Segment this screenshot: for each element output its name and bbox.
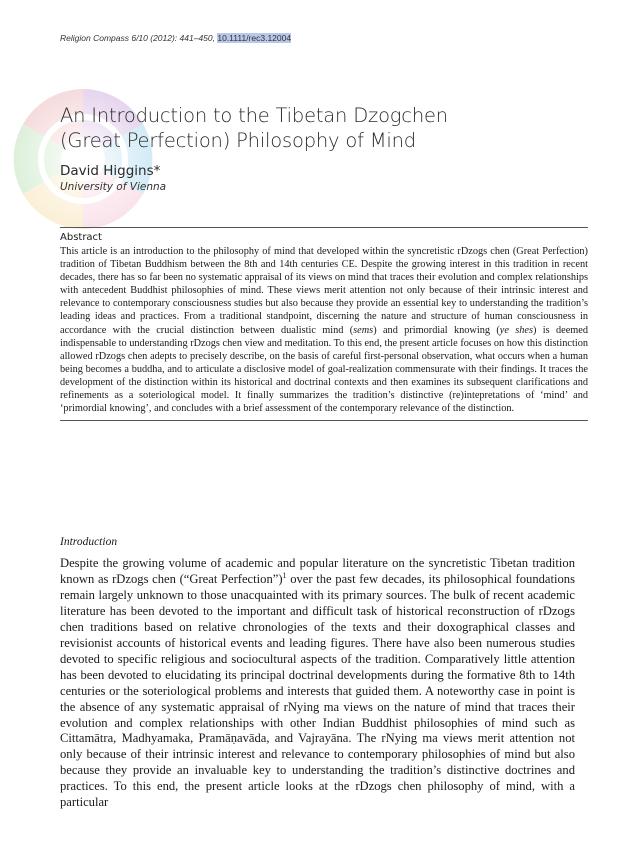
- abstract-section: [60, 227, 588, 421]
- abstract-heading: Abstract: [60, 232, 102, 243]
- abstract-part-2: ) and primordial knowing (: [373, 324, 500, 336]
- title-block: [60, 103, 620, 193]
- abstract-term-sems: sems: [353, 324, 374, 336]
- title-line-1: An Introduction to the Tibetan Dzogchen: [60, 104, 448, 127]
- author-name: David Higgins*: [60, 163, 161, 179]
- article-title: [60, 103, 620, 153]
- introduction-heading: Introduction: [60, 536, 118, 548]
- intro-text-part-2: over the past few decades, its philosophical foundations remain largely unknown to those unacquainted with its primary sources. The bulk of recent academic literature has been devoted to the important and difficult task of historical reconstruction of rDzogs chen traditions based on relative chronologies of the texts and their doxographical classes and revisionist accounts of historical events and leading figures. There have also been numerous studies devoted to specific religious and sociocultural aspects of the tradition. Comparatively little attention has been devoted to elucidating its principal doctrinal developments during the formative 8th to 14th centuries or the soteriological problems and interests that guided them. A noteworthy case in point is the absence of any systematic appraisal of rNying ma views on the nature of mind that traces their evolution and complex relationships with other Indian Buddhist philosophies of mind such as Cittamātra, Madhyamaka, Pramāṇavāda, and Vajrayāna. The rNying ma views merit attention not only because of their intrinsic interest and relevance to contemporary philosophies of mind but also because they provide an invaluable key to understanding the tradition’s distinctive doctrines and practices. To this end, the present article looks at the rDzogs chen philosophy of mind, with a particular: [60, 571, 575, 810]
- abstract-text: [60, 245, 588, 415]
- abstract-part-1: This article is an introduction to the philosophy of mind that developed within the syncretistic rDzogs chen (Great Perfection) tradition of Tibetan Buddhism between the 8th and 14th centuries CE. Despite the growing interest in this tradition in recent decades, there has so far been no systematic appraisal of its views on mind that traces their evolution and complex relationships with antecedent Buddhist philosophies of mind. These views merit attention not only because of their intrinsic interest and relevance to contemporary consciousness studies but also because they provide an essential key to understanding the tradition’s leading ideas and practices. From a traditional standpoint, discerning the nature and structure of human consciousness in accordance with the crucial distinction between dualistic mind (: [60, 246, 588, 336]
- title-line-2: (Great Perfection) Philosophy of Mind: [60, 129, 416, 152]
- doi-link[interactable]: 10.1111/rec3.12004: [217, 33, 292, 43]
- abstract-part-3: ) is deemed indispensable to understanding rDzogs chen view and meditation. To this end, the present article focuses on how this distinction allowed rDzogs chen adepts to precisely describe, on the basis of careful first-personal observation, what occurs when a human being becomes a buddha, and to articulate a disclosive model of goal-realization commensurate with their findings. It traces the development of the distinction within its historical and doctrinal contexts and then examines its subsequent clarifications and refinements as a soteriological model. It finally summarizes the tradition’s distinctive (re)intepretations of ‘mind’ and ‘primordial knowing’, and concludes with a brief assessment of the contemporary relevance of the distinction.: [60, 324, 589, 415]
- journal-citation: [60, 33, 291, 43]
- footnote-marker[interactable]: 1: [282, 570, 287, 580]
- abstract-term-ye-shes: ye shes: [499, 324, 534, 336]
- intro-text-part-1: Despite the growing volume of academic and popular literature on the syncretistic Tibetan tradition known as rDzogs chen (“Great Perfection”): [60, 556, 575, 586]
- journal-name: Religion Compass 6/10 (2012): 441–450,: [60, 33, 218, 43]
- introduction-text: [60, 556, 575, 811]
- author-affiliation: University of Vienna: [60, 181, 167, 193]
